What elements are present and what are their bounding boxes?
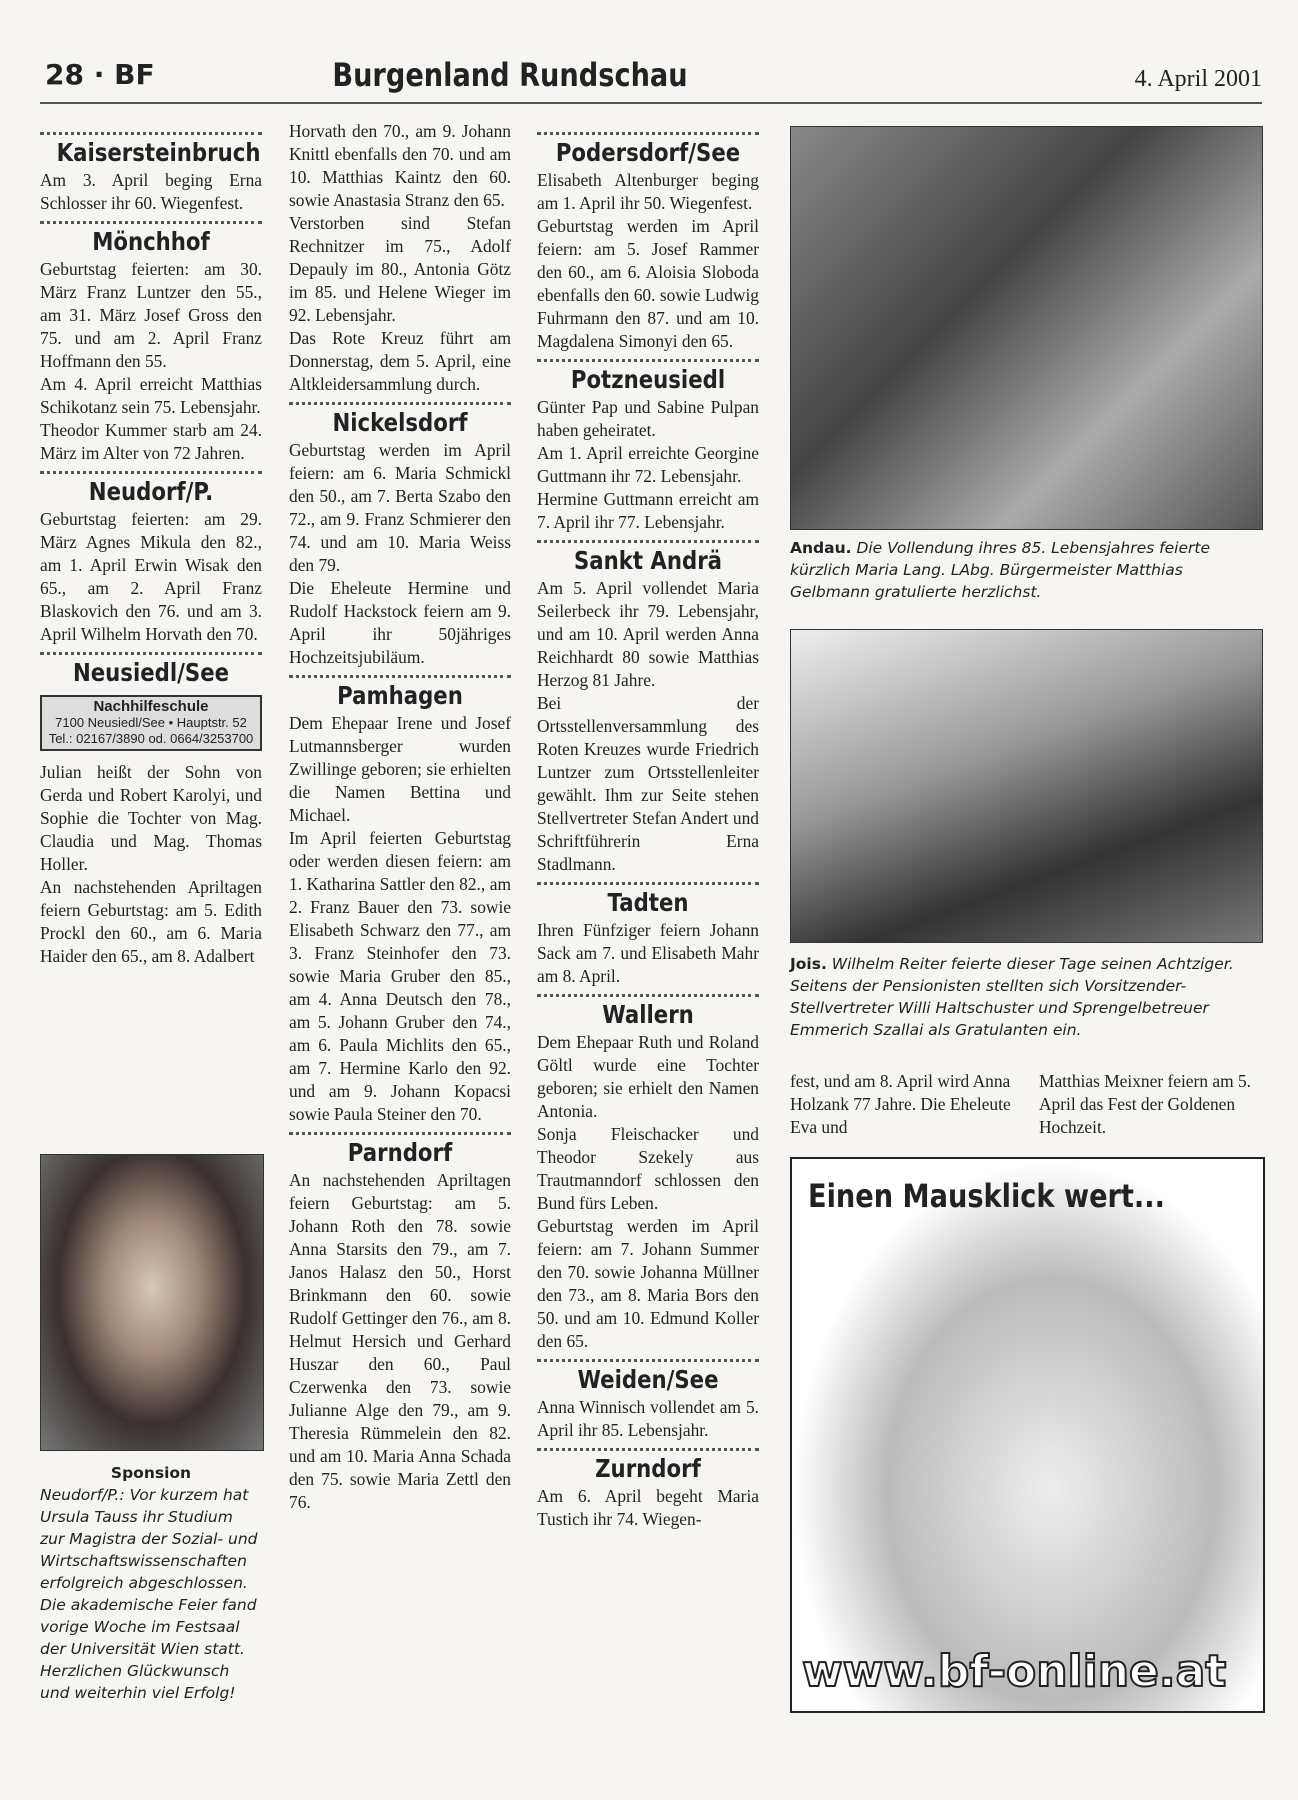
paragraph: Am 3. April beging Erna Schlosser ihr 60. Wiegenfest.	[40, 170, 262, 213]
column-2	[289, 120, 511, 1514]
dotted-separator	[40, 652, 262, 655]
caption-text: Wilhelm Reiter feierte dieser Tage seinen Achtziger. Seitens der Pensionisten stellten sich Vorsitzender-Stellvertreter Willi Haltschuster und Sprengelbetreuer Emmerich Szallai als Gratulanten ein.	[790, 955, 1234, 1039]
zurndorf-continued-b: Matthias Meixner feiern am 5. April das Fest der Goldenen Hochzeit.	[1039, 1071, 1251, 1137]
section-heading: Nickelsdorf	[332, 408, 468, 437]
paragraph: Geburtstag werden im April feiern: am 5. Josef Rammer den 60., am 6. Aloisia Sloboda ebenfalls den 60. sowie Ludwig Fuhrmann den 87. und am 10. Magdalena Simonyi den 65.	[537, 216, 759, 351]
paragraph: Geburtstag feierten: am 29. März Agnes Mikula den 82., am 1. April Erwin Wisak den 65., am 2. April Franz Blaskovich den 76. und am 3. April Wilhelm Horvath den 70.	[40, 509, 262, 644]
dotted-separator	[537, 540, 759, 543]
section-heading: Neusiedl/See	[72, 658, 230, 687]
portrait-caption	[40, 1462, 262, 1704]
paragraph: Dem Ehepaar Irene und Josef Lutmannsberger wurden Zwillinge geboren; sie erhielten die Namen Bettina und Michael.	[289, 713, 511, 825]
ad-phone: Tel.: 02167/3890 od. 0664/3253700	[48, 731, 254, 746]
advertisement-bf-online	[790, 1157, 1265, 1713]
section-heading: Sankt Andrä	[573, 546, 723, 575]
paragraph: Hermine Guttmann erreicht am 7. April ihr 77. Lebensjahr.	[537, 489, 759, 532]
paragraph: Das Rote Kreuz führt am Donnerstag, dem 5. April, eine Altkleidersammlung durch.	[289, 328, 511, 394]
section-heading: Potzneusiedl	[570, 365, 726, 394]
section-heading: Podersdorf/See	[555, 138, 741, 167]
column-1	[40, 126, 262, 968]
paragraph: Ihren Fünfziger feiern Johann Sack am 7. und Elisabeth Mahr am 8. April.	[537, 920, 759, 986]
dotted-separator	[289, 1132, 511, 1135]
caption-text: Neudorf/P.: Vor kurzem hat Ursula Tauss ihr Studium zur Magistra der Sozial- und Wirtschaftswissenschaften erfolgreich abgeschlossen. Die akademische Feier fand vorige Woche im Festsaal der Universität Wien statt. Herzlichen Glückwunsch und weiterhin viel Erfolg!	[40, 1486, 258, 1702]
paragraph: Julian heißt der Sohn von Gerda und Robert Karolyi, und Sophie die Tochter von Mag. Claudia und Mag. Thomas Holler.	[40, 762, 262, 874]
paragraph: Günter Pap und Sabine Pulpan haben geheiratet.	[537, 397, 759, 440]
paragraph: An nachstehenden Apriltagen feiern Geburtstag: am 5. Edith Prockl den 60., am 6. Maria Haider den 65., am 8. Adalbert	[40, 877, 262, 966]
dotted-separator	[289, 402, 511, 405]
caption-title: Sponsion	[110, 1464, 192, 1482]
section-heading: Weiden/See	[577, 1365, 719, 1394]
ad-url: www.bf-online.at	[802, 1646, 1227, 1697]
newspaper-title: Burgenland Rundschau	[332, 56, 688, 94]
paragraph: Sonja Fleischacker und Theodor Szekely aus Trautmanndorf schlossen den Bund fürs Leben.	[537, 1124, 759, 1213]
page-number: 28 · BF	[45, 58, 155, 91]
dotted-separator	[537, 994, 759, 997]
caption-text: Die Vollendung ihres 85. Lebensjahres feierte kürzlich Maria Lang. LAbg. Bürgermeister Matthias Gelbmann gratulierte herzlichst.	[790, 539, 1210, 601]
photo-jois	[790, 629, 1263, 943]
header-rule	[40, 102, 1262, 104]
ad-headline: Einen Mausklick wert...	[808, 1177, 1165, 1215]
paragraph: Horvath den 70., am 9. Johann Knittl ebenfalls den 70. und am 10. Matthias Kaintz den 60. sowie Anastasia Stranz den 65.	[289, 121, 511, 210]
dotted-separator	[537, 1448, 759, 1451]
zurndorf-continued-a: fest, und am 8. April wird Anna Holzank 77 Jahre. Die Eheleute Eva und	[790, 1071, 1011, 1137]
paragraph: Im April feierten Geburtstag oder werden diesen feiern: am 1. Katharina Sattler den 82., am 2. Franz Bauer den 73. sowie Elisabeth Schwarz den 77., am 3. Franz Steinhofer den 73. sowie Maria Gruber den 85., am 4. Anna Deutsch den 78., am 5. Johann Gruber den 74., am 6. Paula Michlits den 65., am 7. Hermine Karlo den 92. und am 9. Johann Kopacsi sowie Paula Steiner den 70.	[289, 828, 511, 1124]
dotted-separator	[537, 132, 759, 135]
paragraph: Bei der Ortsstellenversammlung des Roten Kreuzes wurde Friedrich Luntzer zum Ortsstellenleiter gewählt. Ihm zur Seite stehen Stellvertreter Stefan Andert und Schriftführerin Erna Stadlmann.	[537, 693, 759, 874]
dotted-separator	[40, 132, 262, 135]
paragraph: Geburtstag werden im April feiern: am 6. Maria Schmickl den 50., am 7. Berta Szabo den 72., am 9. Franz Schmierer den 74. und am 10. Maria Weiss den 79.	[289, 440, 511, 575]
paragraph: Geburtstag feierten: am 30. März Franz Luntzer den 55., am 31. März Josef Gross den 75. und am 2. April Franz Hoffmann den 55.	[40, 259, 262, 371]
paragraph: Am 1. April erreichte Georgine Guttmann ihr 72. Lebensjahr.	[537, 443, 759, 486]
section-heading: Neudorf/P.	[88, 477, 214, 506]
photo-andau-caption	[790, 537, 1261, 603]
section-heading: Zurndorf	[595, 1454, 701, 1483]
dotted-separator	[289, 675, 511, 678]
caption-place: Jois.	[790, 955, 827, 973]
dotted-separator	[40, 471, 262, 474]
section-heading: Wallern	[602, 1000, 694, 1029]
paragraph: An nachstehenden Apriltagen feiern Geburtstag: am 5. Johann Roth den 78. sowie Anna Starsits den 79., am 7. Janos Halasz den 50., Horst Brinkmann den 60. sowie Rudolf Gettinger den 76., am 8. Helmut Hersich und Gerhard Huszar den 60., Paul Czerwenka den 73. sowie Julianne Alge den 79., am 9. Theresia Rümmelein den 82. und am 10. Maria Anna Schada den 75. sowie Maria Zettl den 76.	[289, 1170, 511, 1512]
dotted-separator	[537, 882, 759, 885]
paragraph: Am 5. April vollendet Maria Seilerbeck ihr 79. Lebensjahr, und am 10. April werden Anna Reichhardt 80 sowie Matthias Herzog 81 Jahre.	[537, 578, 759, 690]
ad-name: Nachhilfeschule	[93, 698, 209, 715]
section-heading: Parndorf	[347, 1138, 453, 1167]
section-heading: Kaisersteinbruch	[56, 138, 261, 167]
issue-date: 4. April 2001	[1134, 66, 1262, 92]
photo-andau	[790, 126, 1263, 530]
dotted-separator	[537, 359, 759, 362]
paragraph: Die Eheleute Hermine und Rudolf Hackstock feiern am 9. April ihr 50jähriges Hochzeitsjubiläum.	[289, 578, 511, 667]
section-heading: Tadten	[607, 888, 689, 917]
paragraph: Am 4. April erreicht Matthias Schikotanz sein 75. Lebensjahr.	[40, 374, 262, 417]
section-heading: Mönchhof	[92, 227, 210, 256]
dotted-separator	[537, 1359, 759, 1362]
photo-jois-caption	[790, 953, 1261, 1041]
paragraph: Verstorben sind Stefan Rechnitzer im 75., Adolf Depauly im 80., Antonia Götz im 85. und Helene Wieger im 92. Lebensjahr.	[289, 213, 511, 325]
paragraph: Anna Winnisch vollendet am 5. April ihr 85. Lebensjahr.	[537, 1397, 759, 1440]
paragraph: Elisabeth Altenburger beging am 1. April ihr 50. Wiegenfest.	[537, 170, 759, 213]
paragraph: Geburtstag werden im April feiern: am 7. Johann Summer den 70. sowie Johanna Müllner den 73., am 8. Maria Bors den 50. und am 10. Edmund Koller den 65.	[537, 1216, 759, 1351]
ad-nachhilfeschule	[40, 695, 262, 751]
paragraph: Dem Ehepaar Ruth und Roland Göltl wurde eine Tochter geboren; sie erhielt den Namen Antonia.	[537, 1032, 759, 1121]
caption-place: Andau.	[790, 539, 852, 557]
paragraph: Theodor Kummer starb am 24. März im Alter von 72 Jahren.	[40, 420, 262, 463]
portrait-photo	[40, 1154, 264, 1451]
dotted-separator	[40, 221, 262, 224]
column-3	[537, 126, 759, 1531]
paragraph: Am 6. April begeht Maria Tustich ihr 74. Wiegen-	[537, 1486, 759, 1529]
ad-address: 7100 Neusiedl/See • Hauptstr. 52	[55, 715, 247, 730]
section-heading: Pamhagen	[337, 681, 463, 710]
